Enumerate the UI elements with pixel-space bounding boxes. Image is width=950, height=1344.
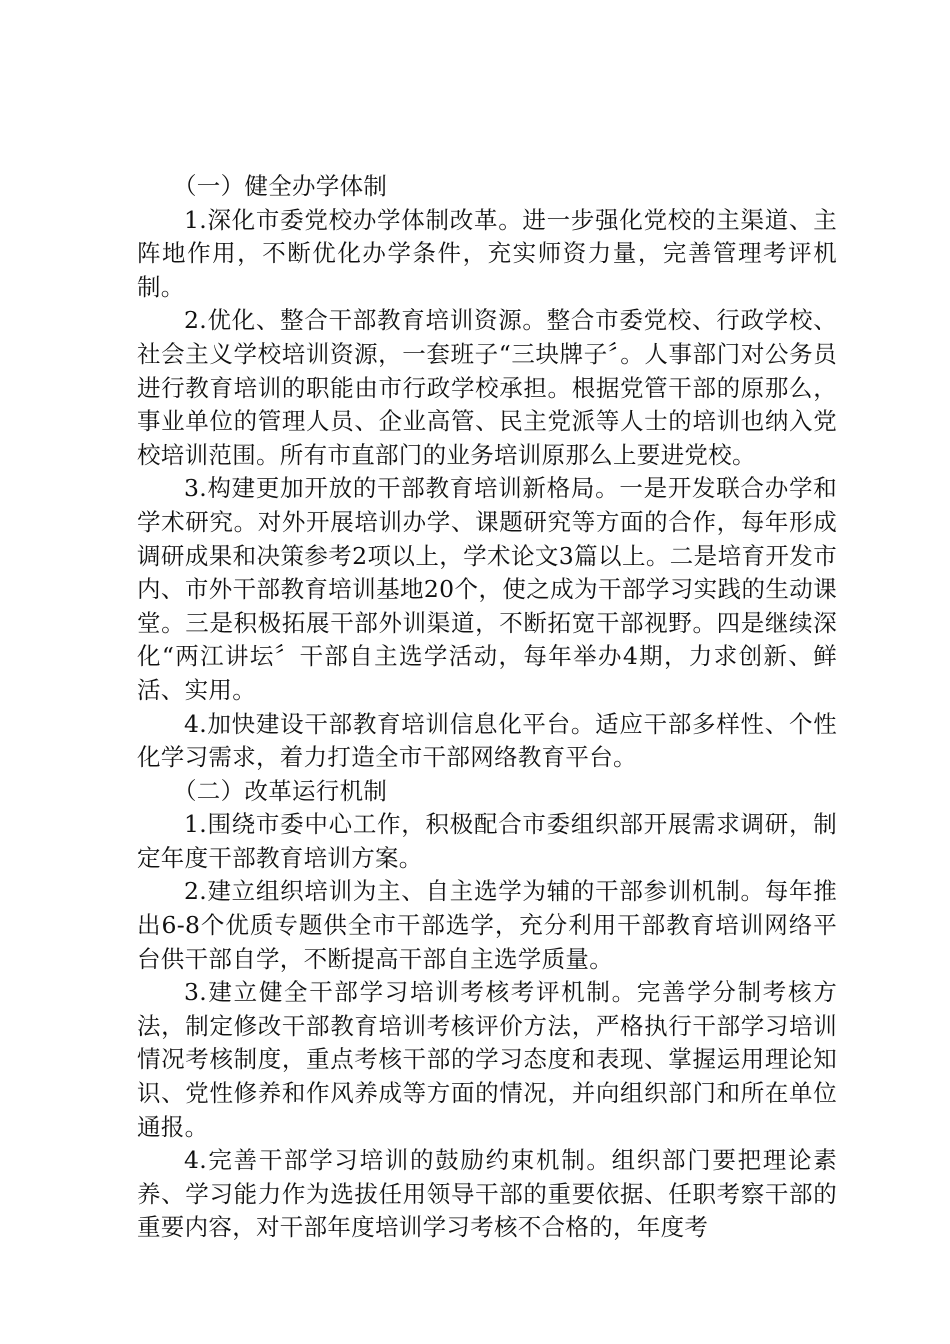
document-body (137, 170, 837, 1245)
paragraph-2-1: 1.围绕市委中心工作，积极配合市委组织部开展需求调研，制定年度干部教育培训方案。 (137, 810, 837, 872)
paragraph-2-2: 2.建立组织培训为主、自主选学为辅的干部参训机制。每年推出6-8个优质专题供全市干部选学，充分利用干部教育培训网络平台供干部自学，不断提高干部自主选学质量。 (137, 877, 837, 973)
paragraph-2-4: 4.完善干部学习培训的鼓励约束机制。组织部门要把理论素养、学习能力作为选拔任用领导干部的重要依据、任职考察干部的重要内容，对干部年度培训学习考核不合格的，年度考 (137, 1146, 837, 1242)
paragraph-1-3: 3.构建更加开放的干部教育培训新格局。一是开发联合办学和学术研究。对外开展培训办学、课题研究等方面的合作，每年形成调研成果和决策参考2项以上，学术论文3篇以上。二是培育开发市内、市外干部教育培训基地20个，使之成为干部学习实践的生动课堂。三是积极拓展干部外训渠道，不断拓宽干部视野。四是继续深化“两江讲坛〞干部自主选学活动，每年举办4期，力求创新、鲜活、实用。 (137, 474, 837, 704)
paragraph-1-2: 2.优化、整合干部教育培训资源。整合市委党校、行政学校、社会主义学校培训资源，一套班子“三块牌子〞。人事部门对公务员进行教育培训的职能由市行政学校承担。根据党管干部的原那么，事业单位的管理人员、企业高管、民主党派等人士的培训也纳入党校培训范围。所有市直部门的业务培训原那么上要进党校。 (137, 306, 837, 469)
section-heading-2: （二）改革运行机制 (173, 776, 388, 805)
section-heading-1: （一）健全办学体制 (173, 172, 388, 200)
paragraph-2-3: 3.建立健全干部学习培训考核考评机制。完善学分制考核方法，制定修改干部教育培训考核评价方法，严格执行干部学习培训情况考核制度，重点考核干部的学习态度和表现、掌握运用理论知识、党性修养和作风养成等方面的情况，并向组织部门和所在单位通报。 (137, 978, 837, 1141)
paragraph-1-1: 1.深化市委党校办学体制改革。进一步强化党校的主渠道、主阵地作用，不断优化办学条件，充实师资力量，完善管理考评机制。 (137, 205, 837, 301)
paragraph-1-4: 4.加快建设干部教育培训信息化平台。适应干部多样性、个性化学习需求，着力打造全市干部网络教育平台。 (137, 709, 837, 772)
